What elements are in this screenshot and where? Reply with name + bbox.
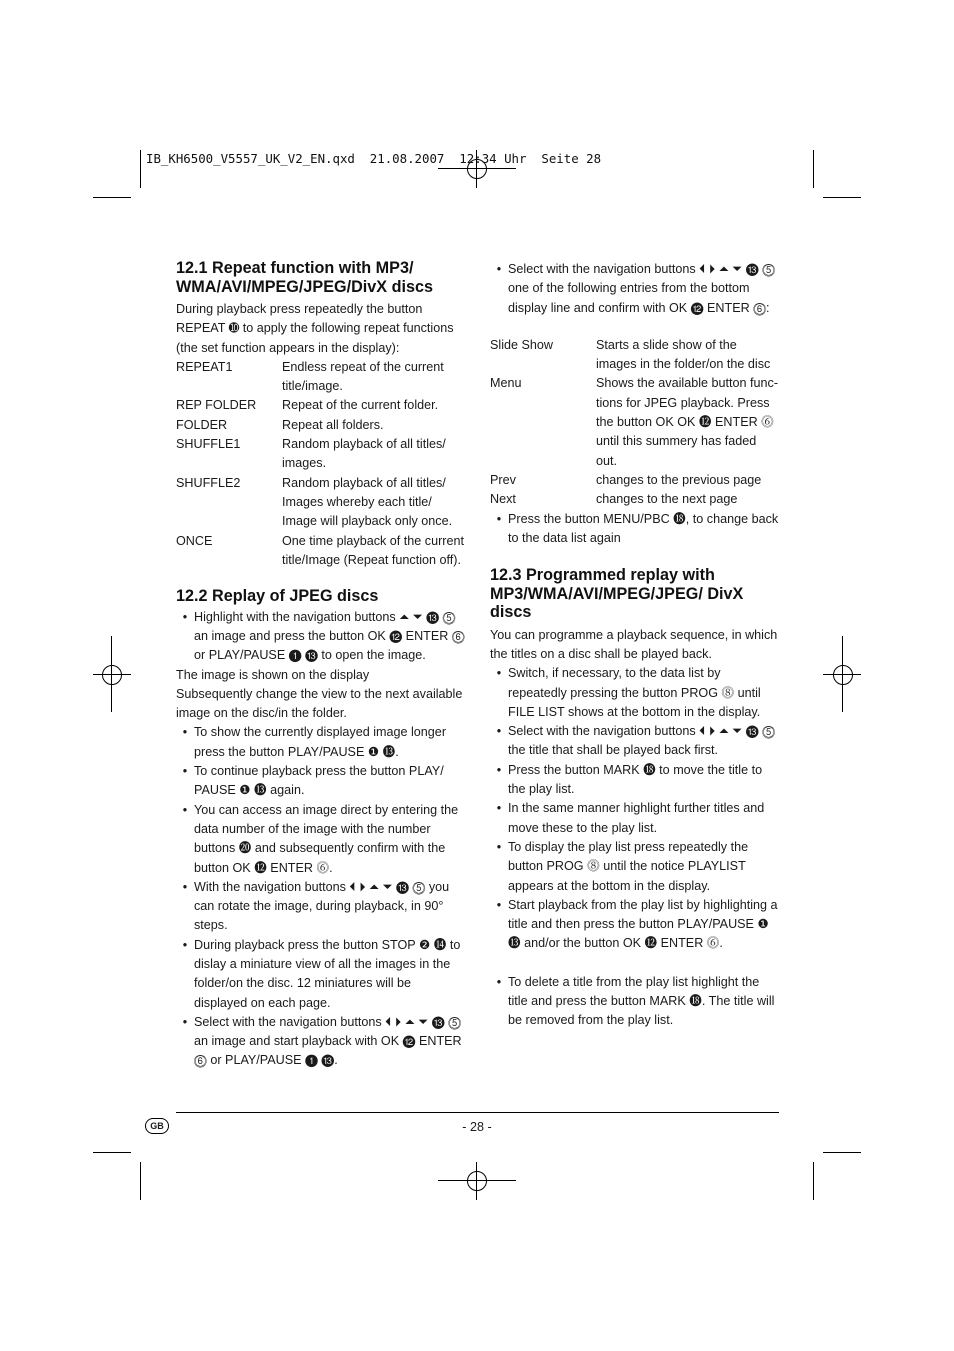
jpeg-menu-entries xyxy=(490,336,780,510)
paragraph: The image is shown on the display xyxy=(176,667,370,682)
repeat-mode-item: SHUFFLE1 Random playback of all titles/ images. xyxy=(176,437,446,471)
bullet-item: • Highlight with the navigation buttons ⏶ ⏷ ⓭ ⓹ an image and press the button OK ⓬ ENTER ⓺ or PLAY/PAUSE ❶ ⓭ to open the image. xyxy=(182,609,465,663)
bullet-item: • In the same manner highlight further titles and move these to the play list. xyxy=(496,801,765,835)
repeat-mode-item: REPEAT1 Endless repeat of the current title/image. xyxy=(176,359,444,394)
menu-entry-item: Slide Show Starts a slide show of the images in the folder/on the disc xyxy=(490,337,771,372)
section-title-12-2: 12.2 Replay of JPEG discs xyxy=(176,587,379,606)
repeat-modes-list xyxy=(176,358,466,570)
bullet-item: • Select with the navigation buttons ⏴ ⏵ ⏶ ⏷ ⓭ ⓹ an image and start playback with OK ⓬ ENTER ⓺ or PLAY/PAUSE ❶ ⓭. xyxy=(182,1014,462,1068)
repeat-mode-item: ONCE One time playback of the current title/Image (Repeat function off). xyxy=(176,533,465,567)
bullet-item: • With the navigation buttons ⏴ ⏵ ⏶ ⏷ ⓭ ⓹ you can rotate the image, during playback, in 90° steps. xyxy=(182,879,450,933)
bullet-item: • You can access an image direct by entering the data number of the image with the number buttons ⓴ and subsequently confirm with the button OK ⓬ ENTER ⓺. xyxy=(182,802,459,875)
page-number: - 28 - xyxy=(462,1120,492,1134)
bullet-item: • Start playback from the play list by highlighting a title and then press the button PLAY/PAUSE ❶ ⓭ and/or the button OK ⓬ ENTER ⓺. xyxy=(496,897,778,951)
menu-entry-item: Next changes to the next page xyxy=(490,492,738,507)
bullet-item: • Switch, if necessary, to the data list by repeatedly pressing the button PROG ⓼ until FILE LIST shows at the bottom in the display. xyxy=(496,666,761,719)
menu-entry-item: Prev changes to the previous page xyxy=(490,472,762,487)
language-badge: GB xyxy=(145,1118,169,1134)
bullet-item: • Select with the navigation buttons ⏴ ⏵ ⏶ ⏷ ⓭ ⓹ the title that shall be played back first. xyxy=(496,724,776,758)
bullet-item: • To display the play list press repeatedly the button PROG ⓼ until the notice PLAYLIST appears at the bottom in the display. xyxy=(496,839,749,893)
repeat-mode-item: FOLDER Repeat all folders. xyxy=(176,417,384,432)
programme-intro: You can programme a playback sequence, in which the titles on a disc shall be played back. xyxy=(490,627,778,661)
repeat-mode-item: REP FOLDER Repeat of the current folder. xyxy=(176,398,439,413)
bullet-item: • To show the currently displayed image longer press the button PLAY/PAUSE ❶ ⓭. xyxy=(182,725,447,759)
bullet-item: • To delete a title from the play list highlight the title and press the button MARK ⓲. The title will be removed from the play list. xyxy=(496,974,775,1028)
paragraph: Subsequently change the view to the next available image on the disc/in the folder. xyxy=(176,686,463,721)
repeat-mode-item: SHUFFLE2 Random playback of all titles/ Images whereby each title/ Image will playback only once. xyxy=(176,475,453,529)
bullet-item: • Select with the navigation buttons ⏴ ⏵ ⏶ ⏷ ⓭ ⓹ one of the following entries from the bottom display line and confirm with OK ⓬ ENTER ⓺: xyxy=(496,262,776,315)
footer-rule xyxy=(176,1112,779,1113)
bullet-item: • During playback press the button STOP ❷ ⓮ to dislay a miniature view of all the images in the folder/on the disc. 12 miniatures will be displayed on each page. xyxy=(182,937,461,1010)
file-header: IB_KH6500_V5557_UK_V2_EN.qxd 21.08.2007 12:34 Uhr Seite 28 xyxy=(146,151,602,166)
bullet-item: • Press the button MENU/PBC ⓲, to change back to the data list again xyxy=(496,511,779,545)
right-column xyxy=(490,260,780,1031)
repeat-intro: During playback press repeatedly the button REPEAT ➓ to apply the following repeat functions (the set function appears in the display): xyxy=(176,302,454,355)
bullet-item: • Press the button MARK ⓲ to move the title to the play list. xyxy=(496,762,763,797)
bullet-item: • To continue playback press the button PLAY/ PAUSE ❶ ⓭ again. xyxy=(182,764,444,798)
left-column xyxy=(176,259,466,1071)
menu-entry-item: Menu Shows the available button func- tions for JPEG playback. Press the button OK OK ⓬ ENTER ⓺ until this summery has faded out. xyxy=(490,376,779,468)
section-title-12-3: 12.3 Programmed replay with MP3/WMA/AVI/MPEG/JPEG/ DivX discs xyxy=(490,566,744,622)
section-title-12-1: 12.1 Repeat function with MP3/ WMA/AVI/MPEG/JPEG/DivX discs xyxy=(176,259,433,296)
